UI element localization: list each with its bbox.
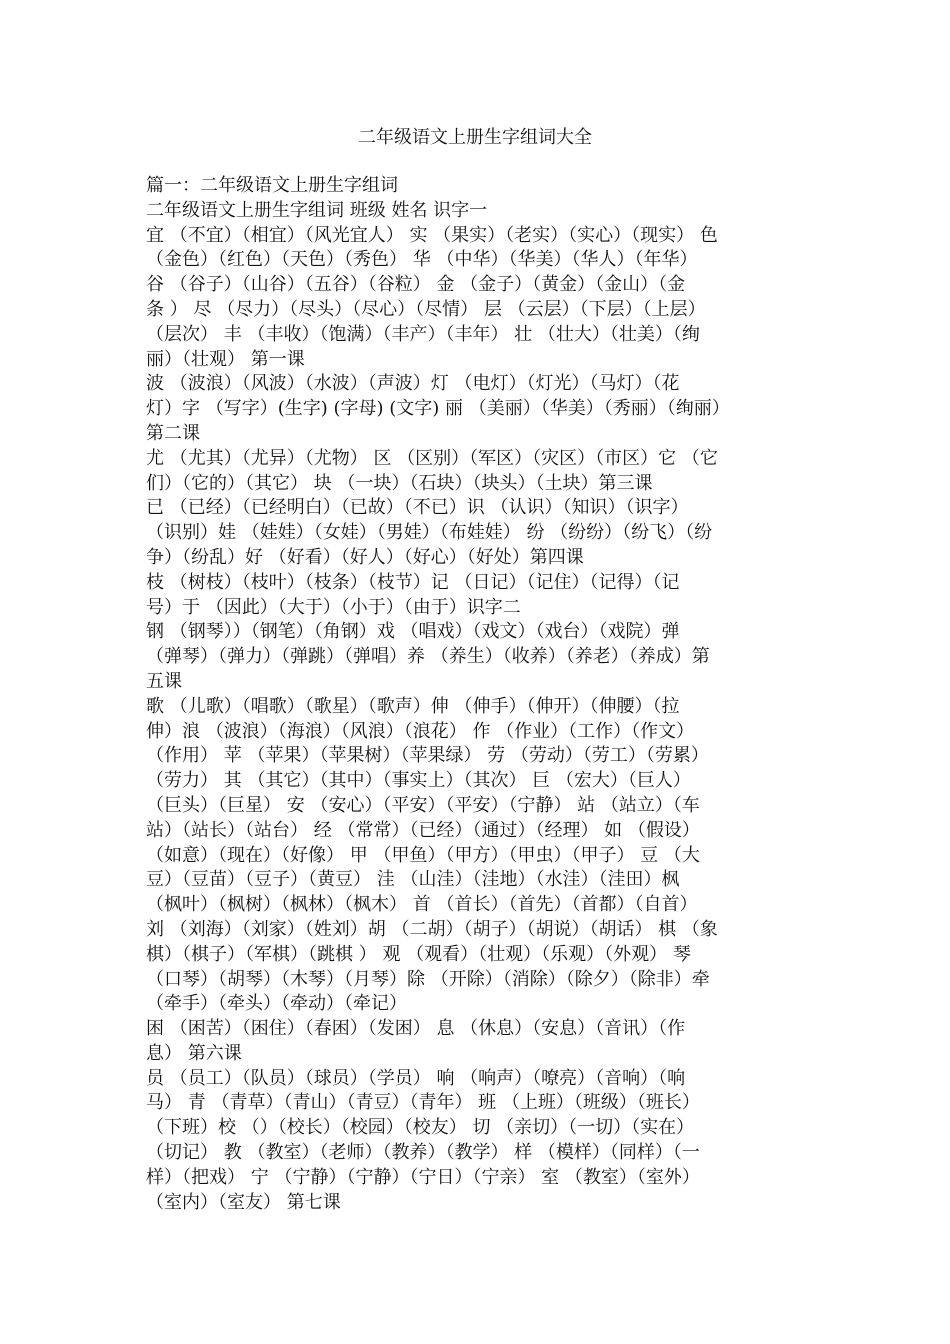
text-line: （切记） 教 （教室）（老师）（教养）（教学） 样 （模样）（同样）（一 <box>146 1142 700 1164</box>
text-line: （口琴）（胡琴）（木琴）（月琴）除 （开除）（消除）（除夕）（除非）牵 <box>146 968 710 990</box>
text-line: （巨头）（巨星） 安 （安心）（平安）（平安）（宁静） 站 （站立）（车 <box>146 794 700 816</box>
text-line: 五课 <box>146 670 182 692</box>
text-line: 丽）（壮观） 第一课 <box>146 348 305 370</box>
text-line: （室内）（室友） 第七课 <box>146 1191 341 1213</box>
text-line: 困 （困苦）（困住）（春困）（发困） 息 （休息）（安息）（音讯）（作 <box>146 1018 686 1040</box>
text-line: 篇一：二年级语文上册生字组词 <box>146 175 398 196</box>
text-line: 尤 （尤其）（尤异）（尤物） 区 （区别）（军区）（灾区）（市区）它 （它 <box>146 447 718 469</box>
text-line: 员 （员工）（队员）（球员）（学员） 响 （响声）（嘹亮）（音响）（响 <box>146 1067 686 1089</box>
document-body <box>146 174 806 1215</box>
text-line: 条 ） 尽 （尽力）（尽头）（尽心）（尽情） 层 （云层）（下层）（上层） <box>146 298 706 320</box>
text-line: （如意）（现在）（好像） 甲 （甲鱼）（甲方）（甲虫）（甲子） 豆 （大 <box>146 844 700 866</box>
text-line: 们）（它的）（其它） 块 （一块）（石块）（块头）（土块）第三课 <box>146 472 653 494</box>
text-line: 伸）浪 （波浪）（海浪）（风浪）（浪花） 作 （作业）（工作）（作文） <box>146 720 695 742</box>
text-line: 灯）字 （写字）(生字) (字母) (文字) 丽 （美丽）（华美）（秀丽）（绚丽） <box>146 398 730 420</box>
text-line: （枫叶）（枫树）（枫林）（枫木） 首 （首长）（首先）（首都）（自首） <box>146 894 698 916</box>
text-line: （下班）校 （）（校长）（校园）（校友） 切 （亲切）（一切）（实在） <box>146 1117 695 1139</box>
text-line: 样）（把戏） 宁 （宁静）（宁静）（宁日）（宁亲） 室 （教室）（室外） <box>146 1166 700 1188</box>
text-line: 息） 第六课 <box>146 1042 242 1064</box>
text-line: 钢 （钢琴））（钢笔）（角钢）戏 （唱戏）（戏文）（戏台）（戏院）弹 <box>146 621 680 643</box>
text-line: 枝 （树枝）（枝叶）（枝条）（枝节）记 （日记）（记住）（记得）（记 <box>146 571 680 593</box>
text-line: 站）（站长）（站台） 经 （常常）（已经）（通过）（经理） 如 （假设） <box>146 819 700 841</box>
text-line: 号）于 （因此）（大于）（小于）（由于）识字二 <box>146 596 521 618</box>
text-line: （劳力） 其 （其它）（其中）（事实上）（其次） 巨 （宏大）（巨人） <box>146 770 691 792</box>
text-line: 宜 （不宜）（相宜）（风光宜人） 实 （果实）（老实）（实心）（现实） 色 <box>146 224 718 246</box>
text-line: （层次） 丰 （丰收）（饱满）（丰产）（丰年） 壮 （壮大）（壮美）（绚 <box>146 323 700 345</box>
text-line: （弹琴）（弹力）（弹跳）（弹唱）养 （养生）（收养）（养老）（养成）第 <box>146 646 710 668</box>
text-line: 争）（纷乱）好 （好看）（好人）（好心）（好处）第四课 <box>146 546 584 568</box>
text-line: 歌 （儿歌）（唱歌）（歌星）（歌声）伸 （伸手）（伸开）（伸腰）（拉 <box>146 695 680 717</box>
text-line: （金色）（红色）（天色）（秀色） 华 （中华）（华美）（华人）（年华） <box>146 249 698 271</box>
text-line: 第二课 <box>146 422 200 444</box>
text-line: （作用） 苹 （苹果）（苹果树）（苹果绿） 劳 （劳动）（劳工）（劳累） <box>146 745 709 767</box>
text-line: 马） 青 （青草）（青山）（青豆）（青年） 班 （上班）（班级）（班长） <box>146 1092 700 1114</box>
text-line: 已 （已经）（已经明白）（已故）（不已）识 （认识）（知识）（识字） <box>146 497 689 519</box>
text-line: （牵手）（牵头）（牵动）（牵记） <box>146 993 407 1015</box>
text-line: （识别）娃 （娃娃）（女娃）（男娃）（布娃娃） 纷 （纷纷）（纷飞）（纷 <box>146 522 713 544</box>
text-line: 刘 （刘海）（刘家）（姓刘）胡 （二胡）（胡子）（胡说）（胡话） 棋 （象 <box>146 918 718 940</box>
document-title: 二年级语文上册生字组词大全 <box>358 127 592 148</box>
text-line: 二年级语文上册生字组词 班级 姓名 识字一 <box>146 199 488 221</box>
text-line: 波 （波浪）（风波）（水波）（声波）灯 （电灯）（灯光）（马灯）（花 <box>146 373 680 395</box>
text-line: 棋）（棋子）（军棋）（跳棋 ） 观 （观看）（壮观）（乐观）（外观） 琴 <box>146 943 691 965</box>
text-line: 豆）（豆苗）（豆子）（黄豆） 洼 （山洼）（洼地）（水洼）（洼田）枫 <box>146 869 680 891</box>
text-line: 谷 （谷子）（山谷）（五谷）（谷粒） 金 （金子）（黄金）（金山）（金 <box>146 274 686 296</box>
